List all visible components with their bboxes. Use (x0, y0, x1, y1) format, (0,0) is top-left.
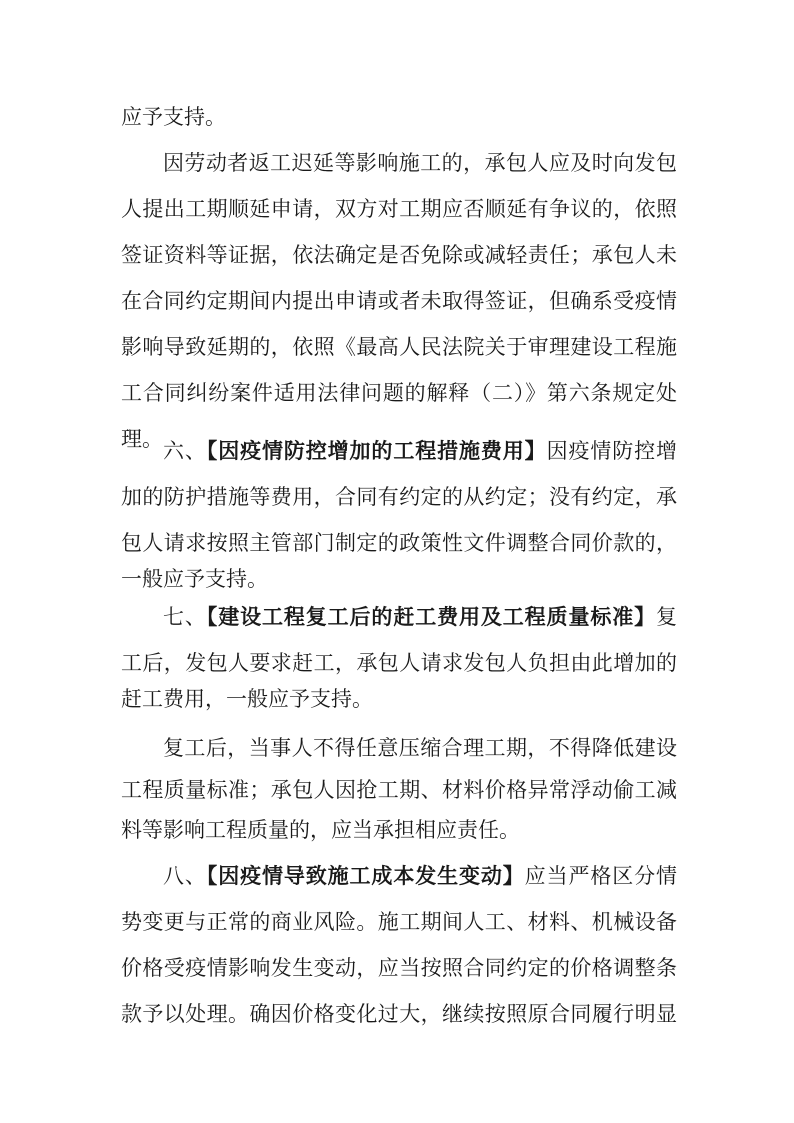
section-text: 应当严格区分情 (524, 864, 678, 888)
section-heading-line (163, 856, 677, 896)
text-line: 影响导致延期的，依照《最高人民法院关于审理建设工程施 (121, 335, 677, 359)
text-line: 加的防护措施等费用，合同有约定的从约定；没有约定，承 (121, 485, 677, 509)
section-text: 因疫情防控增 (546, 439, 678, 463)
section-heading-line (163, 597, 677, 637)
text-line: 工程质量标准；承包人因抢工期、材料价格异常浮动偷工减 (121, 778, 677, 802)
section-number: 六、 (163, 439, 207, 463)
text-line: 料等影响工程质量的，应当承担相应责任。 (121, 818, 520, 842)
text-line: 势变更与正常的商业风险。施工期间人工、材料、机械设备 (121, 910, 677, 934)
text-line: 理。 (121, 427, 163, 451)
text-line: 复工后，当事人不得任意压缩合理工期，不得降低建设 (163, 736, 677, 760)
section-number: 八、 (163, 864, 207, 888)
section-heading-line (163, 431, 677, 471)
section-text: 复 (656, 605, 678, 629)
text-line: 工后，发包人要求赶工，承包人请求发包人负担由此增加的 (121, 651, 677, 675)
text-line: 款予以处理。确因价格变化过大，继续按照原合同履行明显 (121, 1002, 677, 1026)
text-line: 一般应予支持。 (121, 567, 268, 591)
section-title: 【建设工程复工后的赶工费用及工程质量标准】 (206, 605, 657, 629)
section-number: 七、 (163, 605, 207, 629)
text-line: 包人请求按照主管部门制定的政策性文件调整合同价款的， (121, 531, 677, 555)
text-line: 工合同纠纷案件适用法律问题的解释（二）》第六条规定处 (121, 381, 677, 405)
text-line: 价格受疫情影响发生变动，应当按照合同约定的价格调整条 (121, 956, 677, 980)
text-line: 应予支持。 (121, 105, 226, 129)
text-line: 赶工费用，一般应予支持。 (121, 687, 373, 711)
section-title: 【因疫情导致施工成本发生变动】 (206, 864, 525, 888)
section-title: 【因疫情防控增加的工程措施费用】 (206, 439, 547, 463)
text-line: 签证资料等证据，依法确定是否免除或减轻责任；承包人未 (121, 243, 677, 267)
text-line: 在合同约定期间内提出申请或者未取得签证，但确系受疫情 (121, 289, 677, 313)
text-line: 因劳动者返工迟延等影响施工的，承包人应及时向发包 (163, 151, 677, 175)
text-line: 人提出工期顺延申请，双方对工期应否顺延有争议的，依照 (121, 197, 677, 221)
